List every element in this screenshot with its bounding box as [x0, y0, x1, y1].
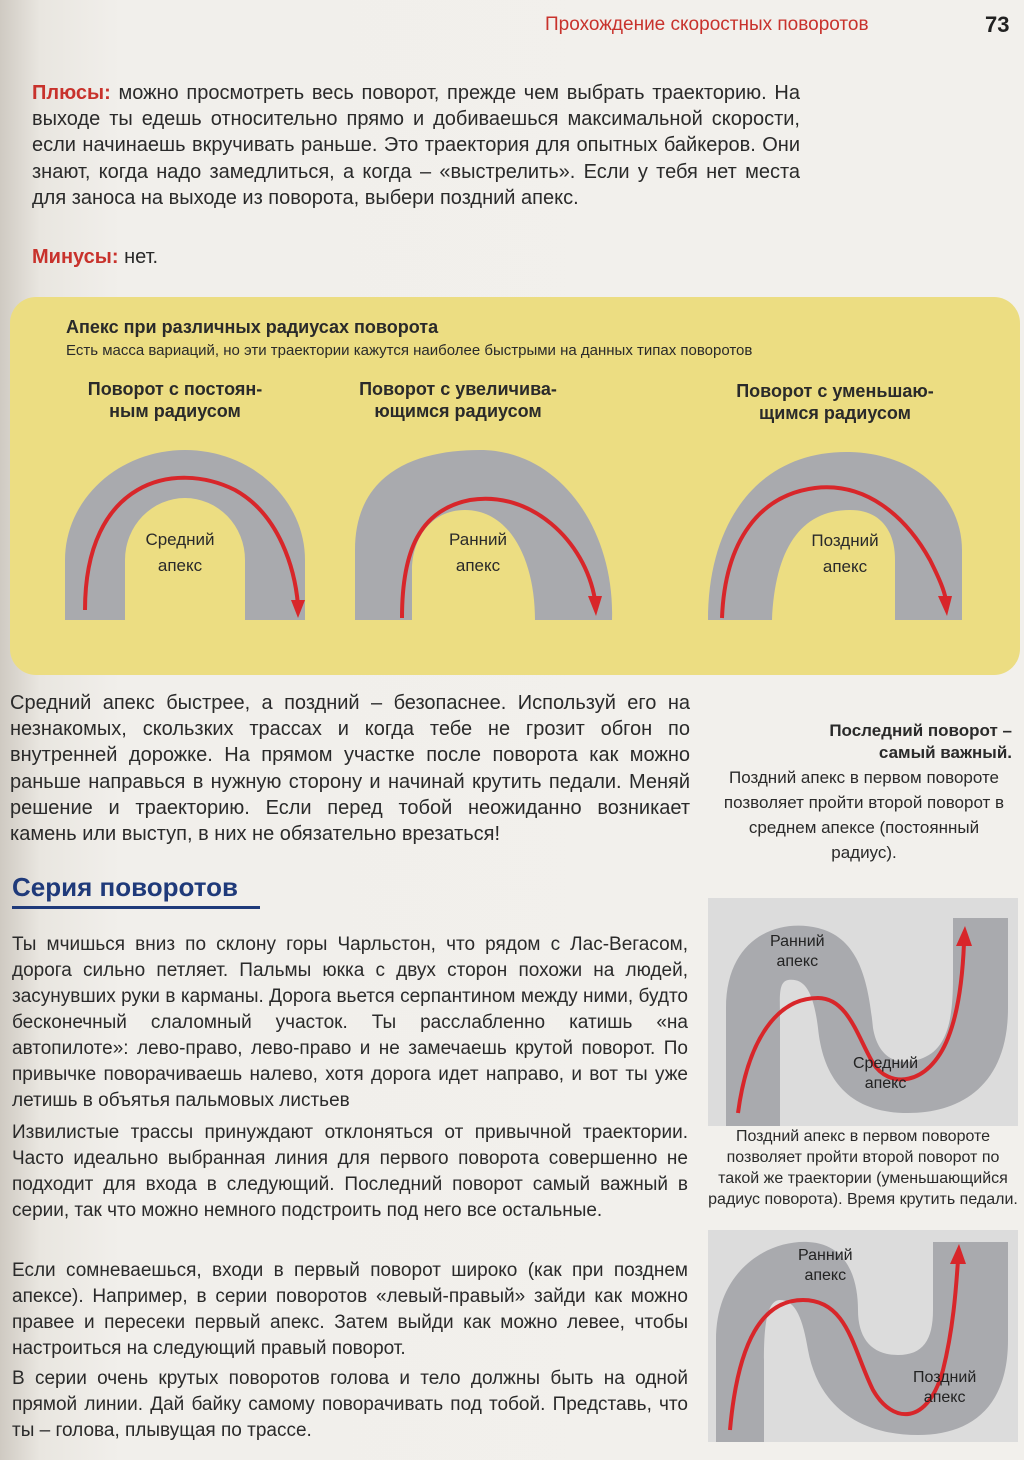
pros-label: Плюсы: — [32, 82, 111, 104]
apex-label-line: Ранний — [449, 530, 507, 549]
apex-box-subtitle: Есть масса вариаций, но эти траектории кажутся наиболее быстрыми на данных типах поворотов — [66, 342, 753, 359]
section-paragraph: Ты мчишься вниз по склону горы Чарльстон, что рядом с Лас-Вегасом, дорога сильно петляет. Пальмы юкка с двух сторон похожи на людей, засунувших руки в карманы. Дорога вьется серпантином между ними, будто бесконечный слаломный участок. Ты расслабленно катишь «на автопилоте»: лево-право, лево-право и не замечаешь крутой поворот. По привычке поворачиваешь налево, хотя дорога идет направо, и вот ты уже летишь в объятья пальмовых листьев — [12, 934, 688, 1111]
figure-label-line: апекс — [923, 1389, 966, 1406]
figure-caption: Поздний апекс в первом повороте позволяет пройти второй поворот по такой же траектории (уменьшающийся радиус поворота). Время крутить педали. — [708, 1128, 1018, 1208]
apex-label-late — [790, 528, 900, 580]
section-paragraph: В серии очень крутых поворотов голова и тело должны быть на одной прямой линии. Дай байку самому поворачивать под тобой. Представь, что ты – голова, плывущая по трассе. — [12, 1368, 688, 1441]
figure-label-late — [913, 1368, 976, 1408]
figure-label-line: Средний — [853, 1055, 919, 1072]
side-note-heading — [720, 720, 1012, 764]
side-note-heading-line: самый важный. — [878, 743, 1012, 762]
page-number: 73 — [985, 12, 1010, 37]
track-shape — [716, 1242, 1008, 1442]
apex-label-line: апекс — [455, 556, 501, 575]
apex-label-middle — [125, 527, 235, 579]
cons-text: нет. — [118, 246, 159, 268]
apex-label-line: апекс — [822, 557, 868, 576]
figure-label-line: апекс — [804, 1267, 847, 1284]
figure-label-line: апекс — [776, 953, 819, 970]
apex-box-title: Апекс при различных радиусах поворота — [66, 317, 439, 337]
figure-label-line: Поздний — [913, 1369, 977, 1386]
column-title-line: Поворот с увеличива- — [359, 379, 557, 399]
figure-label-early — [770, 932, 825, 972]
side-note-heading-line: Последний поворот – — [829, 721, 1012, 740]
figure-label-line: апекс — [864, 1075, 907, 1092]
figure-label-middle — [853, 1054, 918, 1094]
column-title-constant — [60, 378, 290, 422]
turn-series-figure-1 — [708, 898, 1018, 1126]
apex-label-line: Поздний — [811, 531, 879, 550]
column-title-line: Поворот с постоян- — [87, 379, 263, 399]
apex-label-line: апекс — [157, 556, 203, 575]
figure-label-line: Ранний — [770, 933, 825, 950]
column-title-line: щимся радиусом — [759, 403, 911, 423]
section-paragraph: Если сомневаешься, входи в первый поворот широко (как при позднем апексе). Например, в серии поворотов «левый-правый» зайди как можно правее и пересеки первый апекс. Затем выйди как можно левее, чтобы настроиться на следующий правый поворот. — [12, 1260, 688, 1359]
figure-label-line: Ранний — [798, 1247, 853, 1264]
turn-series-figure-2 — [708, 1230, 1018, 1442]
apex-label-line: Средний — [145, 530, 215, 549]
column-title-decreasing — [720, 380, 950, 424]
cons-paragraph — [32, 244, 432, 270]
column-title-line: ющимся радиусом — [374, 401, 542, 421]
pros-paragraph — [32, 80, 800, 211]
section-title: Серия поворотов — [12, 872, 238, 902]
column-title-increasing — [338, 378, 578, 422]
running-title: Прохождение скоростных поворотов — [545, 14, 869, 35]
s-curve-diagram — [708, 1230, 1018, 1442]
section-paragraph: Извилистые трассы принуждают отклоняться от привычной траектории. Часто идеально выбранная линия для первого поворота совершенно не подходит для входа в следующий. Последний поворот самый важный в серии, так что можно немного подстроить под него все остальные. — [12, 1122, 688, 1221]
after-box-paragraph: Средний апекс быстрее, а поздний – безопаснее. Используй его на незнакомых, скользких трассах и когда тебе не грозит обгон по внутренней дорожке. На прямом участке после поворота как можно раньше направься в нужную сторону и начинай крутить педали. Меняй решение и траекторию. Если перед тобой неожиданно возникает камень или выступ, в них не обязательно врезаться! — [10, 692, 690, 846]
column-title-line: ным радиусом — [109, 401, 241, 421]
cons-label: Минусы: — [32, 246, 119, 268]
column-title-line: Поворот с уменьшаю- — [736, 381, 934, 401]
apex-label-early — [423, 527, 533, 579]
side-note-caption: Поздний апекс в первом повороте позволяет пройти второй поворот в среднем апексе (постоянный радиус). — [723, 768, 1005, 862]
section-title-underline — [12, 906, 260, 909]
pros-text: можно просмотреть весь поворот, прежде чем выбрать траекторию. На выходе ты едешь относительно прямо и добиваешься максимальной скорости, если начинаешь вкручивать раньше. Это траектория для опытных байкеров. Они знают, когда надо замедлиться, а когда – «выстрелить». Если у тебя нет места для заноса на выходе из поворота, выбери поздний апекс. — [32, 82, 800, 209]
figure-label-early — [798, 1246, 853, 1286]
